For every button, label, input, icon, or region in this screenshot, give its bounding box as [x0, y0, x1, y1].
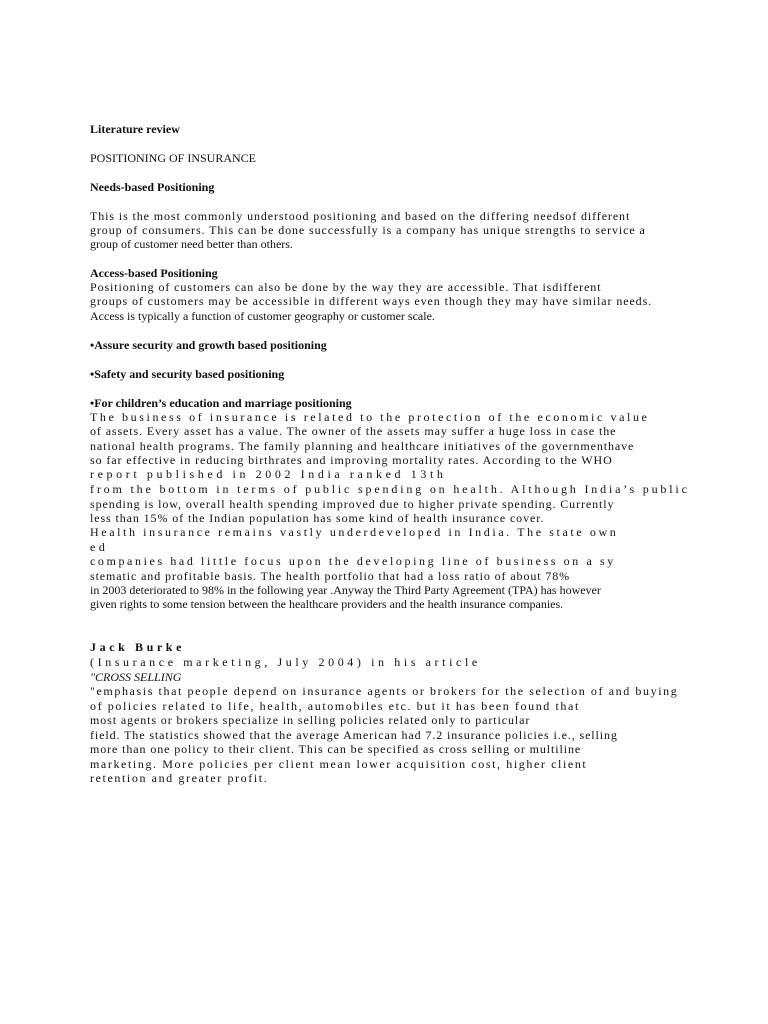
burke-para-line-5: more than one policy to their client. This can be specified as cross selling or multiline	[90, 742, 582, 756]
article-title: "CROSS SELLING	[90, 670, 182, 684]
children-para-line-9: Health insurance remains vastly underdeveloped in India. The state own	[90, 525, 619, 539]
burke-para-line-7: retention and greater profit.	[90, 771, 269, 785]
burke-para-line-6: marketing. More policies per client mean lower acquisition cost, higher client	[90, 757, 588, 771]
children-para-line-6: from the bottom in terms of public spending on health. Although India’s public	[90, 482, 690, 496]
needs-para-line-3: group of customer need better than others.	[90, 237, 293, 251]
author-name: Jack Burke	[90, 640, 186, 654]
children-para-line-11: companies had little focus upon the developing line of business on a sy	[90, 554, 616, 568]
bullet-children-education: •For children’s education and marriage positioning	[90, 396, 352, 410]
needs-based-heading: Needs-based Positioning	[90, 180, 215, 194]
burke-para-line-1: "emphasis that people depend on insurance agents or brokers for the selection of and buying	[90, 684, 679, 698]
children-para-line-2: of assets. Every asset has a value. The owner of the assets may suffer a huge loss in case the	[90, 424, 617, 438]
children-para-line-10: ed	[90, 540, 109, 554]
children-para-line-7: spending is low, overall health spending improved due to higher private spending. Currently	[90, 497, 615, 511]
needs-para-line-2: group of consumers. This can be done successfully is a company has unique strengths to service a	[90, 223, 646, 237]
children-para-line-12: stematic and profitable basis. The health portfolio that had a loss ratio of about 78%	[90, 569, 571, 583]
access-based-heading: Access-based Positioning	[90, 266, 218, 280]
access-para-line-2: groups of customers may be accessible in different ways even though they may have similar needs.	[90, 294, 653, 308]
access-para-line-3: Access is typically a function of customer geography or customer scale.	[90, 309, 435, 323]
bullet-safety-security: •Safety and security based positioning	[90, 367, 285, 381]
children-para-line-3: national health programs. The family planning and healthcare initiatives of the governmenthave	[90, 439, 635, 453]
children-para-line-8: less than 15% of the Indian population has some kind of health insurance cover.	[90, 511, 545, 525]
children-para-line-5: report published in 2002 India ranked 13th	[90, 467, 447, 481]
burke-para-line-2: of policies related to life, health, automobiles etc. but it has been found that	[90, 699, 580, 713]
needs-para-line-1: This is the most commonly understood positioning and based on the differing needsof different	[90, 209, 631, 223]
children-para-line-14: given rights to some tension between the healthcare providers and the health insurance companies.	[90, 597, 564, 611]
bullet-assure-security: •Assure security and growth based positioning	[90, 338, 327, 352]
literature-review-heading: Literature review	[90, 122, 180, 136]
document-title: POSITIONING OF INSURANCE	[90, 151, 257, 165]
access-para-line-1: Positioning of customers can also be done by the way they are accessible. That isdifferent	[90, 280, 602, 294]
children-para-line-1: The business of insurance is related to the protection of the economic value	[90, 410, 650, 424]
burke-para-line-3: most agents or brokers specialize in selling policies related only to particular	[90, 713, 531, 727]
burke-para-line-4: field. The statistics showed that the average American had 7.2 insurance policies i.e., selling	[90, 728, 618, 742]
children-para-line-13: in 2003 deteriorated to 98% in the following year .Anyway the Third Party Agreement (TPA) has however	[90, 583, 601, 597]
citation-line: (Insurance marketing, July 2004) in his article	[90, 655, 481, 669]
children-para-line-4: so far effective in reducing birthrates and improving mortality rates. According to the WHO	[90, 453, 613, 467]
